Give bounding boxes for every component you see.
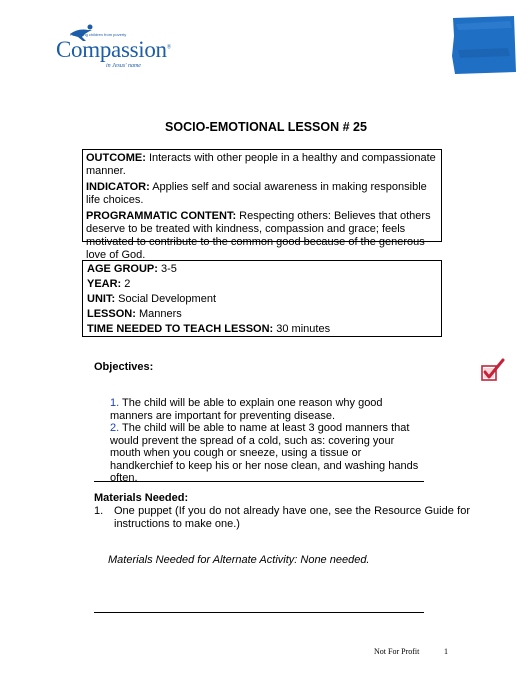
objective-number: 1. bbox=[110, 397, 120, 409]
lesson-info-box bbox=[82, 260, 442, 337]
age-group-label: AGE GROUP: bbox=[87, 263, 158, 275]
outcome-line bbox=[86, 152, 438, 178]
alternate-materials-note: Materials Needed for Alternate Activity: None needed. bbox=[108, 554, 370, 566]
lesson-line bbox=[87, 308, 437, 321]
age-group-line bbox=[87, 263, 437, 276]
section-divider bbox=[94, 612, 424, 613]
objective-text: The child will be able to explain one reason why good manners are important for preventing disease. bbox=[110, 397, 383, 422]
unit-value: Social Development bbox=[115, 293, 216, 305]
compassion-logo bbox=[56, 24, 176, 72]
checkbox-check-icon bbox=[481, 358, 505, 382]
programmatic-line bbox=[86, 210, 438, 262]
section-divider bbox=[94, 481, 424, 482]
time-line bbox=[87, 323, 437, 336]
footer-note: Not For Profit bbox=[374, 647, 420, 656]
objectives-list bbox=[110, 397, 422, 485]
lesson-title: SOCIO-EMOTIONAL LESSON # 25 bbox=[165, 120, 367, 134]
programmatic-label: PROGRAMMATIC CONTENT: bbox=[86, 210, 237, 222]
year-line bbox=[87, 278, 437, 291]
time-label: TIME NEEDED TO TEACH LESSON: bbox=[87, 323, 274, 335]
unit-line bbox=[87, 293, 437, 306]
logo-wordmark bbox=[56, 37, 171, 63]
indicator-line bbox=[86, 181, 438, 207]
materials-item bbox=[94, 505, 470, 531]
outcome-box bbox=[82, 149, 442, 261]
year-label: YEAR: bbox=[87, 278, 122, 290]
indicator-label: INDICATOR: bbox=[86, 181, 150, 193]
objective-number: 2. bbox=[110, 422, 120, 434]
time-value: 30 minutes bbox=[273, 323, 331, 335]
materials-text: One puppet (If you do not already have one, see the Resource Guide for instructions to make one.) bbox=[114, 505, 470, 530]
year-value: 2 bbox=[121, 278, 131, 290]
lesson-value: Manners bbox=[135, 308, 182, 320]
objective-text: The child will be able to name at least 3 good manners that would prevent the spread of a cold, such as: covering your mouth when you cough or sneeze, using a tissue or handkerchief to keep his or her nose clean, and washing hands often. bbox=[110, 422, 419, 484]
age-group-value: 3-5 bbox=[157, 263, 177, 275]
objectives-heading: Objectives: bbox=[94, 361, 154, 373]
outcome-text: Interacts with other people in a healthy and compassionate manner. bbox=[86, 152, 436, 177]
outcome-label: OUTCOME: bbox=[86, 152, 146, 164]
lesson-label: LESSON: bbox=[87, 308, 136, 320]
logo-subline: in Jesus' name bbox=[106, 63, 141, 69]
objective-item bbox=[110, 422, 422, 485]
programmatic-text: Respecting others: Believes that others deserve to be treated with kindness, compassion and grace; feels motivated to contribute to the common good because of the generous love of God. bbox=[86, 210, 431, 261]
indicator-text: Applies self and social awareness in making responsible life choices. bbox=[86, 181, 427, 206]
materials-number: 1. bbox=[94, 505, 104, 517]
logo-wordmark-text: Compassion bbox=[56, 37, 167, 62]
registered-mark: ® bbox=[166, 44, 171, 51]
materials-heading: Materials Needed: bbox=[94, 492, 189, 504]
unit-label: UNIT: bbox=[87, 293, 116, 305]
blue-paint-patch bbox=[450, 16, 516, 74]
logo-tagline: Releasing children from poverty bbox=[70, 32, 127, 37]
page-number: 1 bbox=[444, 647, 448, 656]
objective-item bbox=[110, 397, 422, 422]
